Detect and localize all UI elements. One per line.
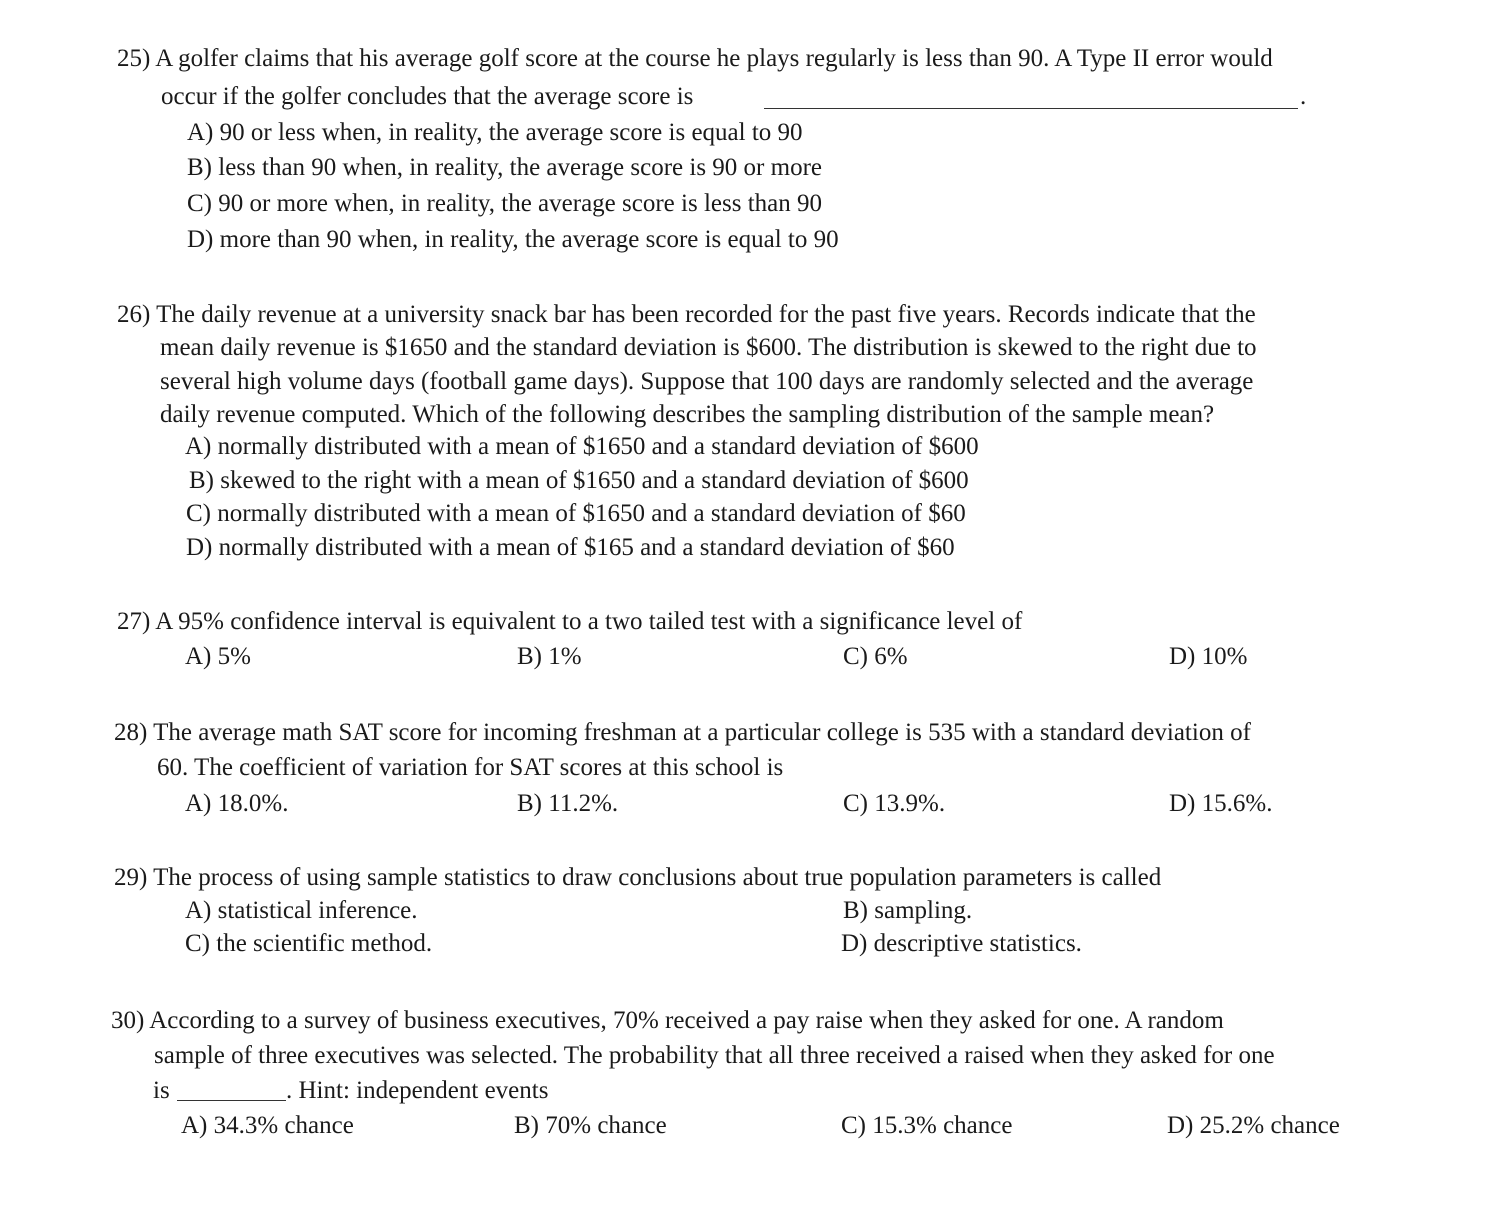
q25-option-a: A) 90 or less when, in reality, the average score is equal to 90: [187, 119, 803, 146]
q25-option-d: D) more than 90 when, in reality, the average score is equal to 90: [187, 226, 839, 253]
q26-stem-line-1: 26) The daily revenue at a university snack bar has been recorded for the past five years. Records indicate that the: [117, 301, 1256, 328]
q26-option-a: A) normally distributed with a mean of $1650 and a standard deviation of $600: [185, 433, 979, 460]
q30-answer-blank: [177, 1100, 286, 1101]
q29-stem-line-1: 29) The process of using sample statistics to draw conclusions about true population parameters is called: [114, 864, 1162, 891]
q30-stem-line-3-prefix: is: [153, 1077, 170, 1104]
q25-option-c: C) 90 or more when, in reality, the average score is less than 90: [187, 190, 822, 217]
q26-option-b: B) skewed to the right with a mean of $1650 and a standard deviation of $600: [189, 467, 969, 494]
q29-option-d: D) descriptive statistics.: [841, 930, 1082, 957]
q27-option-b: B) 1%: [517, 643, 582, 670]
q27-option-a: A) 5%: [185, 643, 251, 670]
q27-stem-line-1: 27) A 95% confidence interval is equivalent to a two tailed test with a significance level of: [117, 608, 1023, 635]
q28-option-c: C) 13.9%.: [843, 790, 946, 817]
q25-option-b: B) less than 90 when, in reality, the average score is 90 or more: [187, 154, 822, 181]
q30-stem-line-1: 30) According to a survey of business executives, 70% received a pay raise when they asked for one. A random: [111, 1007, 1224, 1034]
q26-stem-line-2: mean daily revenue is $1650 and the standard deviation is $600. The distribution is skewed to the right due to: [160, 334, 1257, 361]
q30-stem-line-2: sample of three executives was selected. The probability that all three received a raised when they asked for one: [154, 1042, 1275, 1069]
q25-stem-line-1: 25) A golfer claims that his average golf score at the course he plays regularly is less than 90. A Type II error would: [117, 45, 1273, 72]
q26-option-c: C) normally distributed with a mean of $1650 and a standard deviation of $60: [186, 500, 966, 527]
q29-option-c: C) the scientific method.: [185, 930, 433, 957]
q25-answer-blank: [764, 108, 1298, 109]
q30-option-a: A) 34.3% chance: [181, 1112, 354, 1139]
q29-option-a: A) statistical inference.: [185, 897, 418, 924]
q27-option-d: D) 10%: [1169, 643, 1248, 670]
q28-option-a: A) 18.0%.: [185, 790, 289, 817]
q27-option-c: C) 6%: [843, 643, 908, 670]
q25-stem-line-2: occur if the golfer concludes that the average score is: [161, 83, 694, 110]
q28-stem-line-1: 28) The average math SAT score for incoming freshman at a particular college is 535 with a standard deviation of: [114, 719, 1251, 746]
q26-stem-line-4: daily revenue computed. Which of the following describes the sampling distribution of the sample mean?: [160, 401, 1215, 428]
q28-option-d: D) 15.6%.: [1169, 790, 1273, 817]
q26-option-d: D) normally distributed with a mean of $165 and a standard deviation of $60: [186, 534, 955, 561]
q28-option-b: B) 11.2%.: [517, 790, 619, 817]
q30-stem-line-3-suffix: . Hint: independent events: [286, 1077, 549, 1104]
q30-option-d: D) 25.2% chance: [1167, 1112, 1340, 1139]
q28-stem-line-2: 60. The coefficient of variation for SAT scores at this school is: [157, 754, 784, 781]
q29-option-b: B) sampling.: [843, 897, 973, 924]
q25-blank-end: .: [1300, 83, 1307, 110]
q26-stem-line-3: several high volume days (football game days). Suppose that 100 days are randomly selected and the average: [160, 368, 1254, 395]
q30-option-b: B) 70% chance: [514, 1112, 667, 1139]
q30-option-c: C) 15.3% chance: [841, 1112, 1013, 1139]
